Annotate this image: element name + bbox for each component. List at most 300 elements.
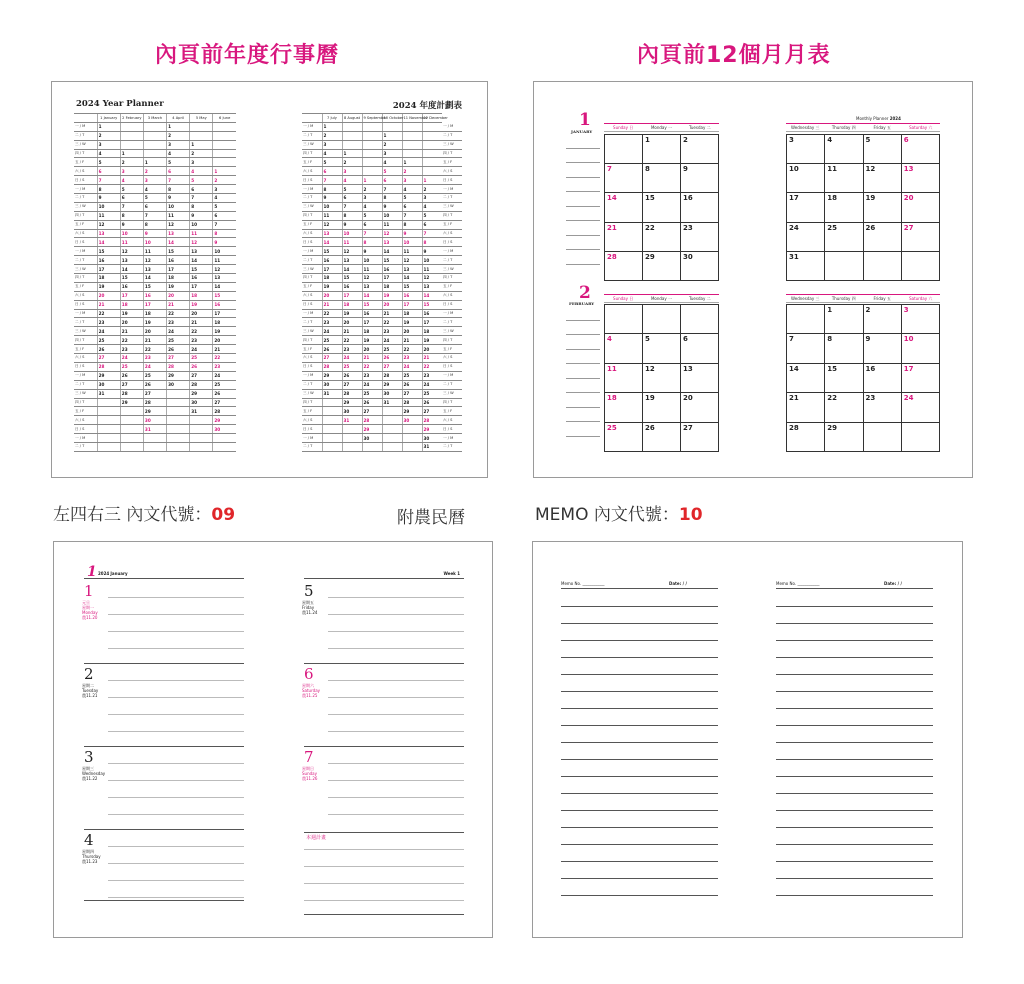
weekday-label: 三 / W xyxy=(442,265,462,274)
day-cell: 9 xyxy=(167,194,190,203)
month-day-cell xyxy=(902,135,940,164)
day-cell: 5 xyxy=(402,194,422,203)
day-cell: 27 xyxy=(97,354,120,363)
month-day-cell xyxy=(902,223,940,252)
weekday-label: 六 / S xyxy=(302,291,322,300)
monthly-corner-text: Monthly Planner xyxy=(856,116,889,121)
month-day-number: 20 xyxy=(903,194,914,203)
day-cell: 16 xyxy=(402,291,422,300)
day-cell xyxy=(402,425,422,434)
weekly-day-line: 農11.26 xyxy=(302,776,318,781)
day-cell: 28 xyxy=(362,416,382,425)
day-cell: 21 xyxy=(213,345,236,354)
month-day-cell xyxy=(605,164,643,193)
day-cell: 12 xyxy=(342,247,362,256)
year-planner-row xyxy=(74,318,236,327)
memo-line xyxy=(561,742,718,743)
month-day-number: 15 xyxy=(645,194,655,203)
day-cell xyxy=(322,407,342,416)
day-cell: 3 xyxy=(322,140,342,149)
day-cell: 4 xyxy=(190,167,213,176)
writing-line xyxy=(108,846,244,847)
day-cell: 8 xyxy=(190,202,213,211)
day-cell: 14 xyxy=(342,265,362,274)
month-day-cell xyxy=(787,334,825,363)
weekday-label: 六 / S xyxy=(442,167,462,176)
year-planner-row xyxy=(74,362,236,371)
day-cell: 12 xyxy=(362,274,382,283)
day-cell: 9 xyxy=(382,202,402,211)
day-cell: 9 xyxy=(213,238,236,247)
day-cell: 17 xyxy=(97,265,120,274)
month-day-number: 24 xyxy=(903,394,914,403)
day-cell xyxy=(422,158,442,167)
day-cell xyxy=(213,122,236,131)
day-cell: 23 xyxy=(362,371,382,380)
jan-right-day-header xyxy=(786,123,940,132)
weekly-day-line: Friday xyxy=(302,605,315,610)
day-cell: 13 xyxy=(143,265,166,274)
day-cell: 19 xyxy=(422,336,442,345)
weekday-label: 六 / S xyxy=(74,229,97,238)
day-cell: 2 xyxy=(362,185,382,194)
day-cell: 20 xyxy=(422,345,442,354)
year-planner-row xyxy=(302,247,462,256)
year-planner-row xyxy=(74,149,236,158)
year-planner-row xyxy=(302,442,462,451)
day-cell: 15 xyxy=(422,300,442,309)
day-cell: 16 xyxy=(382,265,402,274)
memo-line xyxy=(561,878,718,879)
day-cell xyxy=(422,140,442,149)
memo-panel xyxy=(532,541,963,938)
day-cell: 18 xyxy=(402,309,422,318)
day-cell: 1 xyxy=(97,122,120,131)
day-cell: 21 xyxy=(120,327,143,336)
day-cell: 9 xyxy=(342,220,362,229)
day-cell: 6 xyxy=(143,202,166,211)
year-planner-row xyxy=(302,309,462,318)
weekly-day-info xyxy=(82,766,105,781)
month-day-number: 17 xyxy=(789,194,799,203)
day-cell: 13 xyxy=(97,229,120,238)
memo-line xyxy=(776,759,933,760)
day-cell: 29 xyxy=(402,407,422,416)
day-label-monday: Monday 一 xyxy=(650,296,673,301)
day-cell: 21 xyxy=(422,354,442,363)
day-cell: 23 xyxy=(402,354,422,363)
day-cell: 23 xyxy=(167,318,190,327)
day-cell: 16 xyxy=(213,300,236,309)
year-planner-row xyxy=(74,300,236,309)
writing-line xyxy=(328,697,464,698)
year-planner-row xyxy=(302,167,462,176)
day-cell: 14 xyxy=(190,256,213,265)
memo-line xyxy=(776,657,933,658)
month-day-number: 8 xyxy=(827,335,833,344)
weekday-label: 日 / S xyxy=(442,238,462,247)
day-cell: 25 xyxy=(422,389,442,398)
day-cell: 8 xyxy=(120,211,143,220)
memo-line xyxy=(561,691,718,692)
weekday-label: 四 / T xyxy=(74,398,97,407)
day-cell: 9 xyxy=(120,220,143,229)
weekday-label: 六 / S xyxy=(442,229,462,238)
weekly-day-number: 2 xyxy=(84,665,94,683)
weekly-day-line: Monday xyxy=(82,610,98,615)
weekday-label: 六 / S xyxy=(74,291,97,300)
weekday-label: 一 / M xyxy=(302,247,322,256)
weekly-label-text: 左四右三 內文代號： xyxy=(53,505,212,525)
weekday-label: 一 / M xyxy=(442,185,462,194)
day-cell xyxy=(322,442,342,451)
month-day-cell xyxy=(825,252,863,281)
day-cell: 8 xyxy=(382,194,402,203)
day-cell: 28 xyxy=(120,389,143,398)
day-cell: 30 xyxy=(97,380,120,389)
month-day-number: 26 xyxy=(645,423,655,432)
weekday-label: 二 / T xyxy=(74,380,97,389)
writing-line xyxy=(108,631,244,632)
day-cell: 4 xyxy=(213,194,236,203)
writing-line xyxy=(304,866,464,867)
day-cell: 11 xyxy=(362,265,382,274)
year-planner-left-page xyxy=(74,97,264,462)
weekday-label: 一 / M xyxy=(74,122,97,131)
day-cell: 2 xyxy=(322,131,342,140)
day-cell: 12 xyxy=(97,220,120,229)
day-cell: 26 xyxy=(213,389,236,398)
year-planner-row xyxy=(74,327,236,336)
day-cell: 19 xyxy=(342,309,362,318)
weekday-label: 六 / S xyxy=(442,354,462,363)
month-day-cell xyxy=(605,252,643,281)
weekday-label: 四 / T xyxy=(302,211,322,220)
year-planner-row xyxy=(74,336,236,345)
day-cell: 25 xyxy=(362,389,382,398)
day-cell: 6 xyxy=(362,220,382,229)
weekday-label: 三 / W xyxy=(302,265,322,274)
memo-line xyxy=(776,878,933,879)
day-cell: 18 xyxy=(143,309,166,318)
day-cell xyxy=(382,434,402,443)
day-cell xyxy=(322,434,342,443)
year-planner-row xyxy=(302,354,462,363)
day-cell: 13 xyxy=(322,229,342,238)
day-cell: 4 xyxy=(120,176,143,185)
day-cell xyxy=(213,434,236,443)
day-cell: 27 xyxy=(322,354,342,363)
weekday-label: 三 / W xyxy=(74,202,97,211)
month-day-number: 25 xyxy=(607,423,617,432)
day-cell: 24 xyxy=(362,380,382,389)
day-cell: 19 xyxy=(97,282,120,291)
day-cell: 18 xyxy=(322,274,342,283)
weekly-day-line: 星期五 xyxy=(302,600,314,605)
day-cell xyxy=(190,434,213,443)
day-cell: 29 xyxy=(422,425,442,434)
writing-line xyxy=(108,714,244,715)
day-cell: 1 xyxy=(167,122,190,131)
month-day-number: 30 xyxy=(683,252,693,261)
day-cell xyxy=(167,389,190,398)
month-day-cell xyxy=(681,135,719,164)
writing-line xyxy=(328,731,464,732)
weekday-label: 二 / T xyxy=(302,442,322,451)
day-cell: 28 xyxy=(342,389,362,398)
writing-line xyxy=(304,883,464,884)
writing-line xyxy=(328,814,464,815)
month-day-number: 22 xyxy=(827,394,837,403)
year-planner-row xyxy=(74,265,236,274)
month-day-number: 29 xyxy=(827,423,837,432)
year-planner-left-heading: 2024 Year Planner xyxy=(76,99,164,109)
month-day-cell xyxy=(681,364,719,393)
weekly-code: 09 xyxy=(211,505,236,525)
day-cell: 13 xyxy=(167,229,190,238)
month-day-cell xyxy=(643,393,681,422)
year-planner-row xyxy=(74,416,236,425)
month-day-cell xyxy=(681,305,719,334)
day-cell xyxy=(120,131,143,140)
day-cell xyxy=(402,149,422,158)
jan-side-lines xyxy=(566,134,600,265)
month-day-cell xyxy=(787,305,825,334)
day-cell: 12 xyxy=(213,265,236,274)
year-planner-row xyxy=(302,371,462,380)
day-cell xyxy=(167,442,190,451)
weekday-label: 二 / T xyxy=(442,194,462,203)
day-cell: 14 xyxy=(382,247,402,256)
weekly-day-line: Sunday xyxy=(302,771,317,776)
month-day-number: 5 xyxy=(645,335,650,344)
month-day-cell xyxy=(681,223,719,252)
memo-line xyxy=(776,640,933,641)
day-cell: 8 xyxy=(167,185,190,194)
day-cell xyxy=(97,442,120,451)
writing-line xyxy=(108,880,244,881)
day-cell: 20 xyxy=(167,291,190,300)
day-cell: 14 xyxy=(422,291,442,300)
day-cell: 3 xyxy=(143,176,166,185)
feb-month-number: 2 xyxy=(579,283,591,303)
weekday-label: 一 / M xyxy=(302,309,322,318)
day-cell: 26 xyxy=(362,398,382,407)
day-cell: 13 xyxy=(362,282,382,291)
day-cell: 27 xyxy=(167,354,190,363)
year-planner-row xyxy=(74,140,236,149)
feb-left-day-header xyxy=(604,294,719,303)
day-label-thursday: Thursday 四 xyxy=(831,125,856,130)
day-cell xyxy=(422,167,442,176)
month-day-cell xyxy=(605,223,643,252)
day-cell: 30 xyxy=(167,380,190,389)
year-planner-row xyxy=(74,354,236,363)
day-cell xyxy=(322,416,342,425)
day-cell: 19 xyxy=(167,282,190,291)
memo-line xyxy=(776,691,933,692)
jan-left-day-header xyxy=(604,123,719,132)
day-cell: 20 xyxy=(402,327,422,336)
day-cell: 7 xyxy=(362,229,382,238)
month-day-number: 6 xyxy=(903,136,909,144)
weekday-label: 四 / T xyxy=(74,274,97,283)
weekly-year: 2024 xyxy=(98,571,110,576)
day-cell xyxy=(143,140,166,149)
day-cell: 23 xyxy=(322,318,342,327)
day-cell: 28 xyxy=(382,371,402,380)
day-cell: 29 xyxy=(190,389,213,398)
day-cell: 18 xyxy=(213,318,236,327)
day-cell: 30 xyxy=(422,434,442,443)
month-header: 10 October xyxy=(382,114,402,123)
day-cell: 8 xyxy=(213,229,236,238)
day-label-sunday: Sunday 日 xyxy=(613,125,634,130)
day-cell: 31 xyxy=(143,425,166,434)
day-cell: 30 xyxy=(143,416,166,425)
year-planner-row xyxy=(302,256,462,265)
day-cell: 20 xyxy=(143,327,166,336)
day-cell: 24 xyxy=(167,327,190,336)
day-cell: 8 xyxy=(342,211,362,220)
day-cell: 9 xyxy=(422,247,442,256)
weekday-label: 六 / S xyxy=(74,416,97,425)
day-cell: 12 xyxy=(120,247,143,256)
weekly-day-line: 星期三 xyxy=(82,766,94,771)
year-planner-row xyxy=(302,176,462,185)
day-cell: 8 xyxy=(422,238,442,247)
month-day-number: 29 xyxy=(645,252,655,261)
writing-line xyxy=(108,697,244,698)
day-cell: 13 xyxy=(402,265,422,274)
day-cell: 6 xyxy=(402,202,422,211)
year-planner-row xyxy=(302,220,462,229)
year-planner-row xyxy=(74,122,236,131)
weekly-memo-note: 本週計畫 xyxy=(306,835,327,841)
day-cell: 5 xyxy=(322,158,342,167)
memo-line xyxy=(776,810,933,811)
day-cell: 4 xyxy=(322,149,342,158)
month-day-number: 20 xyxy=(683,394,693,403)
day-cell: 17 xyxy=(322,265,342,274)
day-cell: 21 xyxy=(97,300,120,309)
day-cell: 12 xyxy=(422,274,442,283)
day-cell xyxy=(120,425,143,434)
weekly-month-name: January xyxy=(110,571,128,576)
memo-line xyxy=(561,657,718,658)
year-planner-row xyxy=(74,345,236,354)
day-cell: 13 xyxy=(190,247,213,256)
month-day-number: 15 xyxy=(827,364,837,373)
year-planner-row xyxy=(302,282,462,291)
day-cell: 17 xyxy=(342,291,362,300)
day-cell: 1 xyxy=(213,167,236,176)
month-day-cell xyxy=(605,393,643,422)
weekday-label: 三 / W xyxy=(442,140,462,149)
day-cell: 6 xyxy=(422,220,442,229)
year-planner-row xyxy=(74,229,236,238)
weekday-label: 五 / F xyxy=(302,158,322,167)
weekday-label: 一 / M xyxy=(442,434,462,443)
writing-line xyxy=(304,746,464,747)
day-cell xyxy=(362,131,382,140)
weekly-day-number: 6 xyxy=(304,665,314,683)
year-planner-row xyxy=(74,442,236,451)
day-cell: 21 xyxy=(382,309,402,318)
day-cell: 22 xyxy=(342,336,362,345)
weekday-label: 日 / S xyxy=(74,176,97,185)
day-cell: 6 xyxy=(190,185,213,194)
month-day-cell xyxy=(902,364,940,393)
jan-month-number: 1 xyxy=(579,110,591,130)
day-cell: 15 xyxy=(97,247,120,256)
day-cell: 11 xyxy=(342,238,362,247)
year-planner-row xyxy=(74,211,236,220)
writing-line xyxy=(108,597,244,598)
month-day-number: 14 xyxy=(607,194,617,203)
day-cell: 18 xyxy=(97,274,120,283)
month-day-cell xyxy=(787,223,825,252)
weekly-day-line: 農11.22 xyxy=(82,776,98,781)
day-cell: 2 xyxy=(143,167,166,176)
day-cell: 23 xyxy=(382,327,402,336)
day-cell: 16 xyxy=(190,274,213,283)
day-cell xyxy=(402,442,422,451)
day-cell: 29 xyxy=(382,380,402,389)
day-cell: 22 xyxy=(97,309,120,318)
day-cell: 20 xyxy=(342,318,362,327)
weekday-label: 五 / F xyxy=(302,282,322,291)
day-cell: 27 xyxy=(120,380,143,389)
day-cell: 2 xyxy=(120,158,143,167)
weekly-day-line: 星期六 xyxy=(302,683,314,688)
day-cell: 16 xyxy=(362,309,382,318)
month-day-number: 23 xyxy=(683,223,693,232)
day-cell xyxy=(402,131,422,140)
day-cell: 1 xyxy=(382,131,402,140)
year-planner-row xyxy=(74,247,236,256)
weekday-label: 四 / T xyxy=(442,211,462,220)
day-cell: 17 xyxy=(213,309,236,318)
month-day-cell xyxy=(825,305,863,334)
day-label-sunday: Sunday 日 xyxy=(613,296,634,301)
weekday-label: 四 / T xyxy=(302,398,322,407)
day-cell: 3 xyxy=(422,194,442,203)
day-cell: 24 xyxy=(143,362,166,371)
day-cell: 13 xyxy=(120,256,143,265)
month-day-number: 27 xyxy=(683,423,693,432)
year-planner-row xyxy=(302,265,462,274)
day-cell: 25 xyxy=(120,362,143,371)
month-header: 5 May xyxy=(190,114,213,123)
weekday-label: 六 / S xyxy=(442,291,462,300)
day-cell: 15 xyxy=(120,274,143,283)
month-day-number: 28 xyxy=(607,252,617,261)
weekly-day-info xyxy=(82,600,98,620)
year-planner-row xyxy=(302,211,462,220)
weekly-day-info xyxy=(302,683,320,698)
writing-line xyxy=(328,597,464,598)
day-cell: 1 xyxy=(362,176,382,185)
day-cell: 12 xyxy=(143,256,166,265)
day-cell: 23 xyxy=(97,318,120,327)
day-cell: 10 xyxy=(97,202,120,211)
day-cell: 26 xyxy=(382,354,402,363)
month-day-cell xyxy=(864,193,902,222)
feb-right-day-header xyxy=(786,294,940,303)
weekly-day-line: Tuesday xyxy=(82,688,99,693)
day-label-monday: Monday 一 xyxy=(650,125,673,130)
